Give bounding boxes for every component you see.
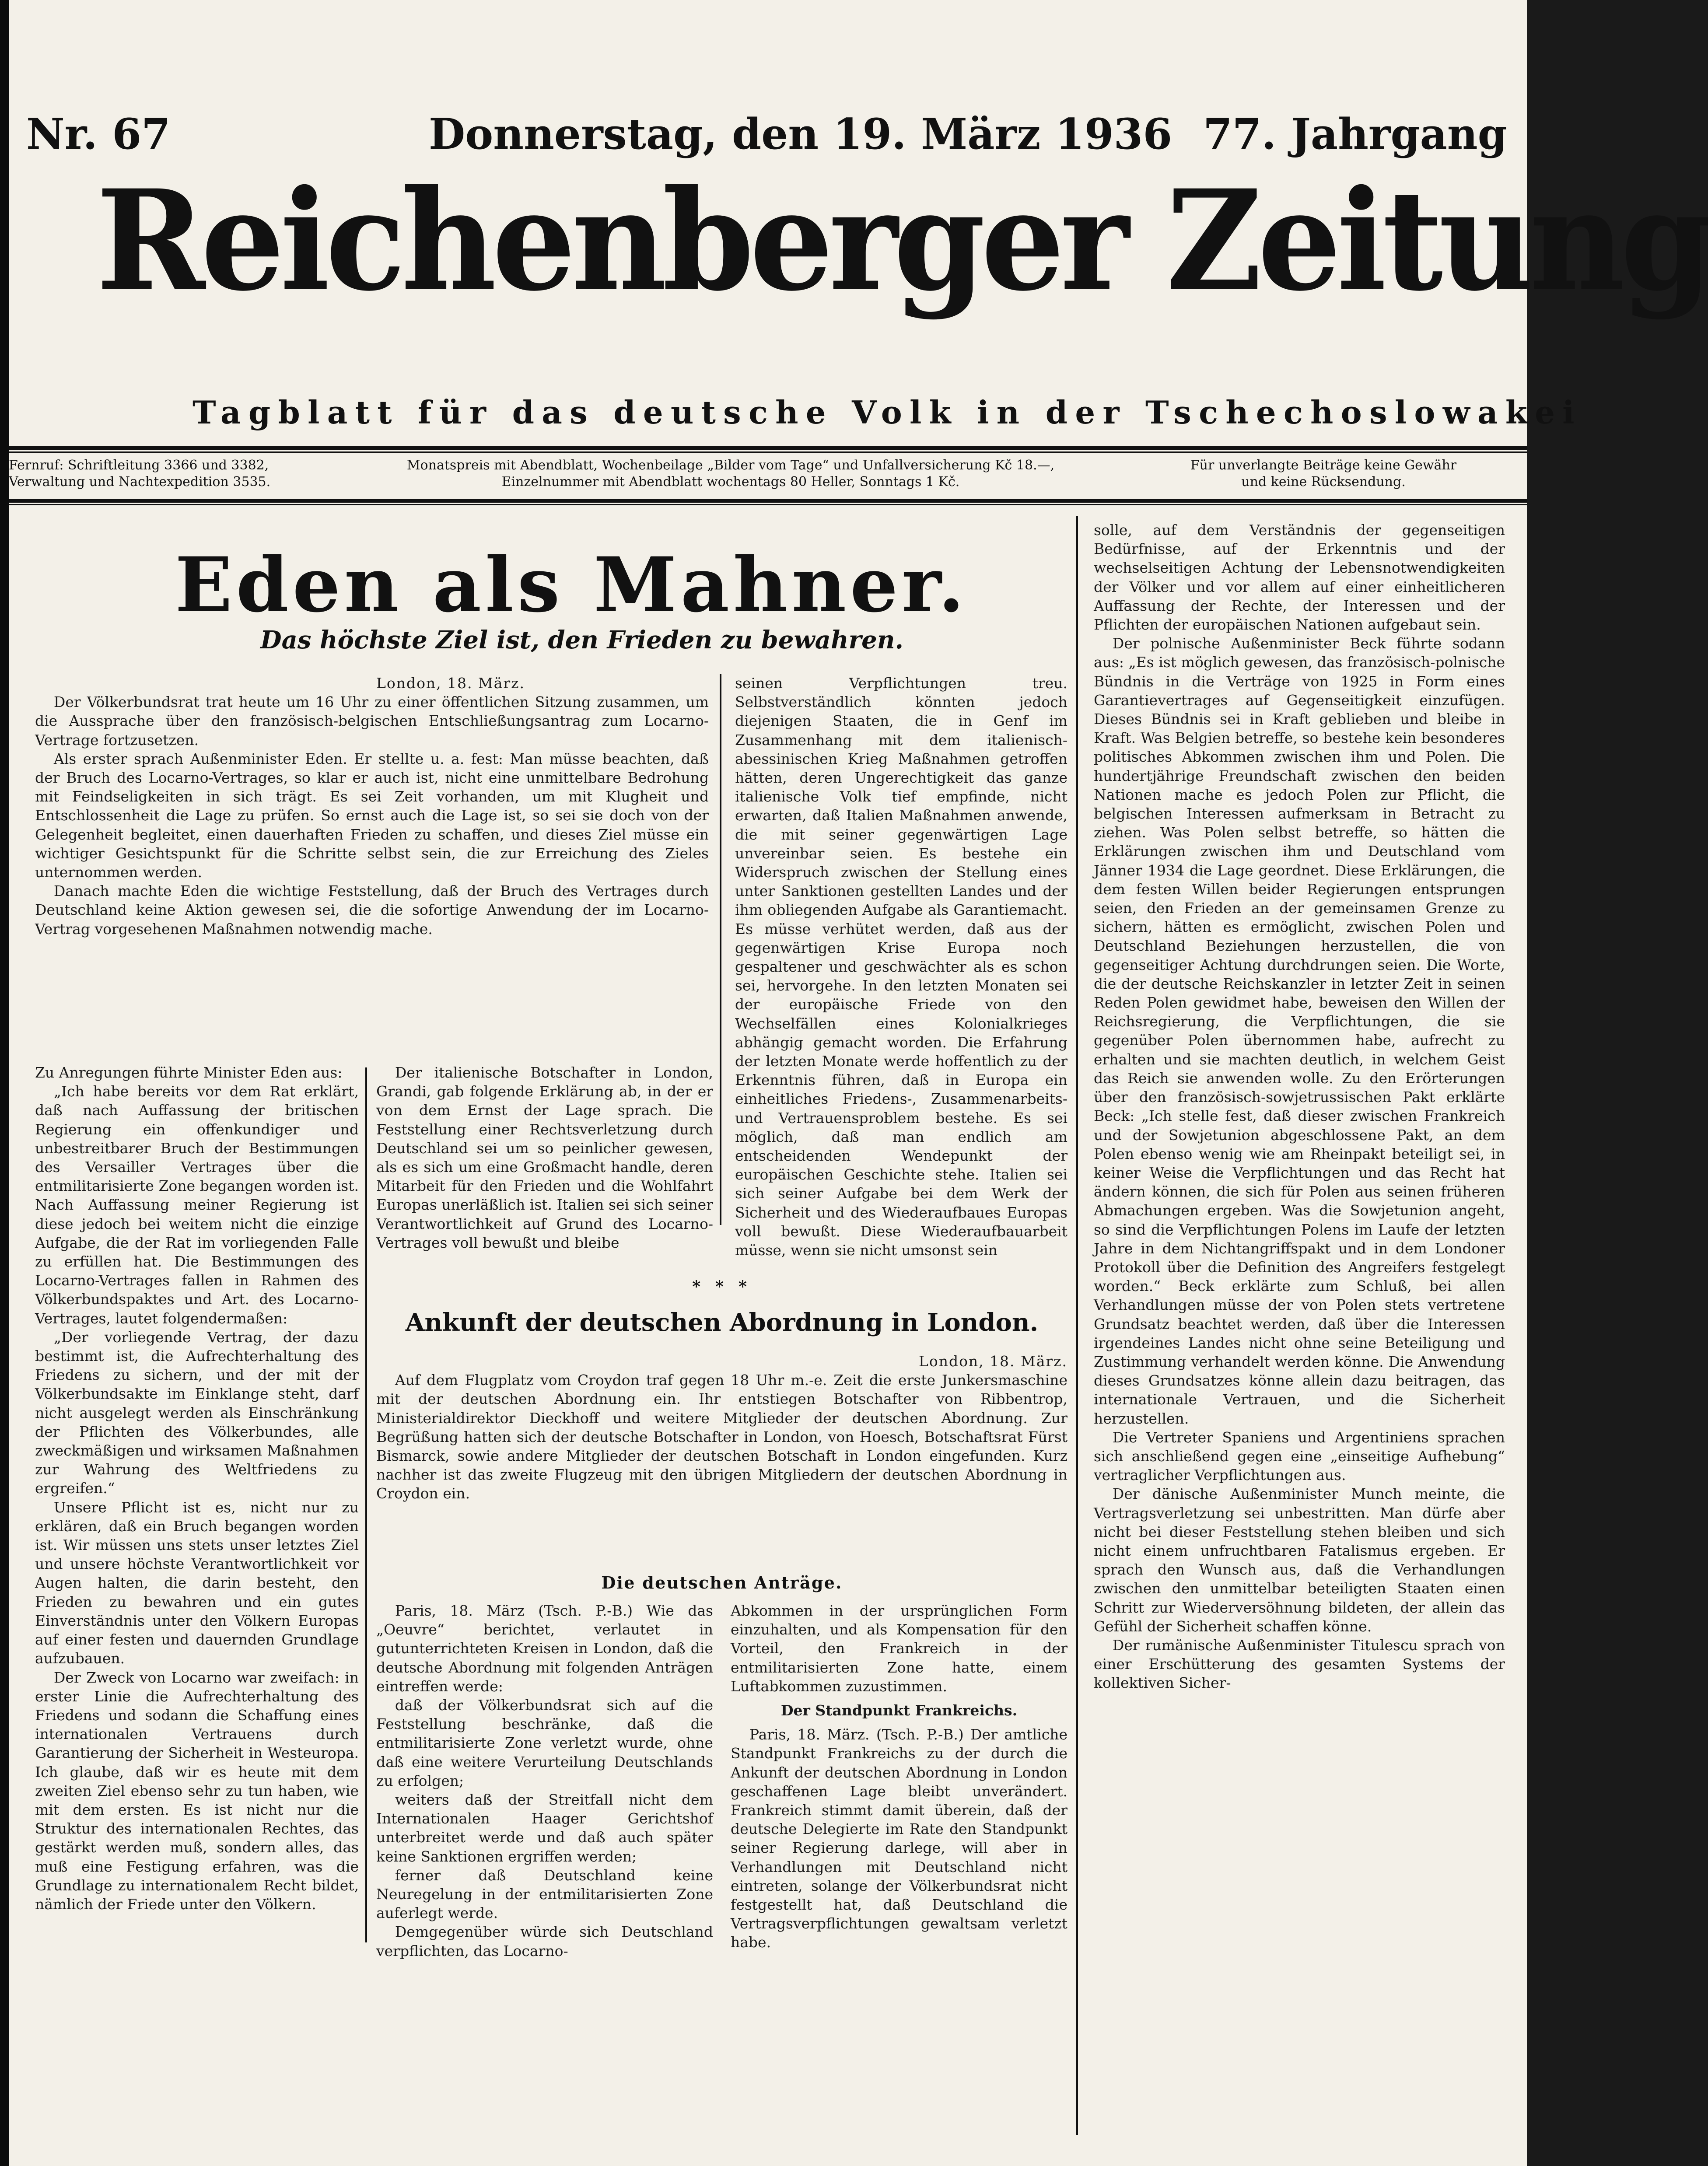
sub-head-antraege: Die deutschen Anträge. bbox=[601, 1573, 843, 1592]
info-left: Fernruf: Schriftleitung 3366 und 3382, Verwaltung und Nachtexpedition 3535. bbox=[9, 458, 271, 490]
paragraph: Demgegenüber würde sich Deutschland verpflichten, das Locarno- bbox=[376, 1923, 713, 1960]
newspaper-page bbox=[9, 0, 1708, 2166]
paragraph: Zu Anregungen führte Minister Eden aus: bbox=[35, 1064, 343, 1081]
frank-head: Der Standpunkt Frankreichs. bbox=[780, 1702, 1018, 1719]
second-article-body bbox=[376, 1352, 1068, 1562]
main-article-col2 bbox=[735, 674, 1068, 1277]
main-subheadline: Das höchste Ziel ist, den Frieden zu bewahren. bbox=[260, 626, 903, 654]
masthead-bottom-rule bbox=[9, 499, 1527, 503]
paragraph: Abkommen in der ursprünglichen Form einzuhalten, und als Kompensation für den Vorteil, den Frankreich in der entmilitarisierten Zone hatte, einem Luftabkommen zuzustimmen. bbox=[731, 1602, 1068, 1695]
paragraph: Danach machte Eden die wichtige Feststellung, daß der Bruch des Vertrages durch Deutschland keine Aktion gewesen sei, die die sofortige Anwendung der im Locarno-Vertrag vorgesehenen Maßnahmen notwendig mache. bbox=[35, 882, 709, 938]
paragraph: Paris, 18. März (Tsch. P.-B.) Wie das „Oeuvre“ berichtet, verlautet in gutunterrichteten Kreisen in London, daß die deutsche Abordnung mit folgenden Anträgen eintreffen werde: bbox=[376, 1602, 713, 1695]
paragraph: solle, auf dem Verständnis der gegenseitigen Bedürfnisse, auf der Erkenntnis und der wechselseitigen Achtung der Lebensnotwendigkeiten der Völker und vor allem auf einer einheitlicheren Auffassung der Rechte, der Interessen und der Pflichten der europäischen Nationen aufgebaut sein. bbox=[1094, 521, 1505, 633]
main-article-col1 bbox=[35, 674, 709, 1050]
main-article-col3 bbox=[1094, 521, 1505, 2104]
issue-date: Donnerstag, den 19. März 1936 bbox=[429, 109, 1172, 159]
masthead-bottom-rule-2 bbox=[9, 504, 1527, 505]
column-divider-right bbox=[1076, 516, 1078, 2135]
masthead-top-rule bbox=[9, 446, 1527, 450]
paragraph: Paris, 18. März. (Tsch. P.-B.) Der amtliche Standpunkt Frankreichs zu der durch die Ankunft der deutschen Abordnung in London geschaffenen Lage bleibt unverändert. Frankreich stimmt damit überein, daß der deutsche Delegierte im Rate den Standpunkt seiner Regierung darlege, will aber in Verhandlungen mit Deutschland nicht eintreten, solange der Völkerbundsrat nicht festgestellt hat, daß Deutschland die Vertragsverpflichtungen gewaltsam verletzt habe. bbox=[731, 1726, 1068, 1951]
paragraph: weiters daß der Streitfall nicht dem Internationalen Haager Gerichtshof unterbreitet werde und daß auch später keine Sanktionen ergriffen werden; bbox=[376, 1791, 713, 1865]
paragraph: „Der vorliegende Vertrag, der dazu bestimmt ist, die Aufrechterhaltung des Friedens zu sichern, und der mit der Völkerbundsakte im Einklange steht, darf nicht ausgelegt werden als Einschränkung der Pflichten des Völkerbundes, alle zweckmäßigen und wirksamen Maßnahmen zur Wahrung des Weltfriedens zu ergreifen.“ bbox=[35, 1328, 359, 1497]
paragraph: Unsere Pflicht ist es, nicht nur zu erklären, daß ein Bruch begangen worden ist. Wir müssen uns stets unser letztes Ziel und unsere höchste Verantwortlichkeit vor Augen halten, die darin besteht, den Frieden zu bewahren und ein gutes Einverständnis unter den Völkern Europas auf einer festen und dauernden Grundlage aufzubauen. bbox=[35, 1498, 359, 1667]
main-article-col1-lower bbox=[35, 1063, 359, 1938]
second-article-left bbox=[376, 1601, 713, 1960]
masthead-top-rule-2 bbox=[9, 451, 1527, 453]
paragraph: Der Völkerbundsrat trat heute um 16 Uhr zu einer öffentlichen Sitzung zusammen, um die Aussprache über den französisch-belgischen Entschließungsantrag zum Locarno-Vertrage fortzusetzen. bbox=[35, 693, 709, 749]
paragraph: ferner daß Deutschland keine Neuregelung in der entmilitarisierten Zone auferlegt werde. bbox=[376, 1866, 713, 1922]
second-article-right bbox=[731, 1601, 1068, 1951]
main-headline: Eden als Mahner. bbox=[175, 540, 968, 629]
paragraph: Der Zweck von Locarno war zweifach: in erster Linie die Aufrechterhaltung des Friedens und sodann die Schaffung eines internationalen Vertrauens durch Garantierung der Sicherheit in Westeuropa. Ich glaube, daß wir es heute mit dem zweiten Ziel ebenso sehr zu tun haben, wie mit dem ersten. Es ist nicht nur die Struktur des internationalen Rechtes, das gestärkt werden muß, sondern alles, das muß eine Festigung erfahren, was die Grundlage zu internationalem Recht bildet, nämlich der Friede unter den Völkern. bbox=[35, 1669, 359, 1913]
paragraph: Der dänische Außenminister Munch meinte, die Vertragsverletzung sei unbestritten. Man dürfe aber nicht bei dieser Feststellung stehen bleiben und sich nicht einem unfruchtbaren Fatalismus ergeben. Er sprach den Wunsch aus, daß die Verhandlungen zwischen den unmittelbar beteiligten Staaten einen Schritt zur Wiederversöhnung bildeten, der allein das Gefühl der Sicherheit schaffen könne. bbox=[1094, 1485, 1505, 1635]
info-right: Für unverlangte Beiträge keine Gewähr und keine Rücksendung. bbox=[1190, 458, 1457, 490]
article-separator: * * * bbox=[692, 1277, 752, 1296]
paragraph: Der italienische Botschafter in London, Grandi, gab folgende Erklärung ab, in der er von dem Ernst der Lage sprach. Die Feststellung einer Rechtsverletzung durch Deutschland sei um so peinlicher gewesen, als es sich um eine Großmacht handle, deren Mitarbeit für den Frieden und die Wohlfahrt Europas unerläßlich ist. Italien sei sich seiner Verantwortlichkeit auf Grund des Locarno-Vertrages voll bewußt und bleibe bbox=[376, 1064, 713, 1251]
dateline: London, 18. März. bbox=[918, 1353, 1068, 1370]
paragraph: Auf dem Flugplatz vom Croydon traf gegen 18 Uhr m.-e. Zeit die erste Junkersmaschine mit der deutschen Abordnung ein. Ihr entstiegen Botschafter von Ribbentrop, Ministerialdirektor Dieckhoff und weitere Mitglieder der deutschen Abordnung. Zur Begrüßung hatten sich der deutsche Botschafter in London, von Hoesch, Botschaftsrat Fürst Bismarck, sowie andere Mitglieder der deutschen Botschaft in London eingefunden. Kurz nachher ist das zweite Flugzeug mit den übrigen Mitgliedern der deutschen Abordnung in Croydon ein. bbox=[376, 1372, 1068, 1502]
paragraph: „Ich habe bereits vor dem Rat erklärt, daß nach Auffassung der britischen Regierung ein offenkundiger und unbestreitbarer Bruch der Bestimmungen des Versailler Vertrages über die entmilitarisierte Zone begangen worden ist. Nach Auffassung meiner Regierung ist diese jedoch bei weitem nicht die einzige Aufgabe, die der Rat im vorliegenden Falle zu erfüllen hat. Die Bestimmungen des Locarno-Vertrages fallen in Rahmen des Völkerbundspaktes und Art. des Locarno-Vertrages, lautet folgendermaßen: bbox=[35, 1083, 359, 1327]
dateline: London, 18. März. bbox=[376, 675, 525, 692]
volume: 77. Jahrgang bbox=[1203, 109, 1507, 159]
main-article-col2-lower bbox=[376, 1063, 713, 1256]
issue-number: Nr. 67 bbox=[26, 109, 171, 159]
scan-edge bbox=[0, 0, 9, 2166]
paragraph: Die Vertreter Spaniens und Argentiniens sprachen sich anschließend gegen eine „einseitige Aufhebung“ vertraglicher Verpflichtungen aus. bbox=[1094, 1428, 1505, 1484]
paragraph: daß der Völkerbundsrat sich auf die Feststellung beschränke, daß die entmilitarisierte Zone verletzt wurde, ohne daß eine weitere Verurteilung Deutschlands zu erfolgen; bbox=[376, 1697, 713, 1789]
column-divider-left-lower bbox=[365, 1067, 367, 1942]
column-divider-middle-upper bbox=[720, 674, 721, 1225]
newspaper-subtitle: Tagblatt für das deutsche Volk in der Tschechoslowakei bbox=[192, 394, 1582, 431]
info-center: Monatspreis mit Abendblatt, Wochenbeilage „Bilder vom Tage“ und Unfallversicherung Kč 18.—, Einzelnummer mit Abendblatt wochentags 80 Heller, Sonntags 1 Kč. bbox=[406, 458, 1055, 490]
paragraph: Als erster sprach Außenminister Eden. Er stellte u. a. fest: Man müsse beachten, daß der Bruch des Locarno-Vertrages, so klar er auch ist, nicht eine unmittelbare Bedrohung mit Feindseligkeiten in sich trägt. Es sei Zeit vorhanden, um mit Klugheit und Entschlossenheit die Lage zu prüfen. So ernst auch die Lage ist, so sei sie doch von der Gelegenheit begleitet, einen dauerhaften Frieden zu schaffen, und dieses Ziel müsse ein wichtiger Gesichtspunkt für die Schritte selbst sein, die zur Erreichung des Zieles unternommen werden. bbox=[35, 750, 709, 881]
newspaper-title: Reichenberger Zeitung bbox=[96, 159, 1708, 322]
paragraph: Der polnische Außenminister Beck führte sodann aus: „Es ist möglich gewesen, das französisch-polnische Bündnis in die Verträge von 1925 in Form eines Garantievertrages auf Gegenseitigkeit einzufügen. Dieses Bündnis sei in Kraft geblieben und bleibe in Kraft. Was Belgien betreffe, so bestehe kein besonderes politisches Abkommen zwischen ihm und Polen. Die hundertjährige Freundschaft zwischen den beiden Nationen mache es jedoch Polen zur Pflicht, die belgischen Interessen aufmerksam in Betracht zu ziehen. Was Polen selbst betreffe, so hätten die Erklärungen zwischen ihm und Deutschland vom Jänner 1934 die Lage geordnet. Diese Erklärungen, die dem festen Willen beider Regierungen entsprungen seien, den Frieden an der gemeinsamen Grenze zu sichern, hätten es ermöglicht, zwischen Polen und Deutschland Beziehungen herzustellen, die von gegenseitiger Achtung durchdrungen seien. Die Worte, die der deutsche Reichskanzler in letzter Zeit in seinen Reden Polen gewidmet habe, beweisen den Willen der Reichsregierung, die Verpflichtungen, die sie gegenüber Polen übernommen habe, aufrecht zu erhalten und sie machten deutlich, in welchem Geist das Reich sie anwenden wolle. Zu den Erörterungen über den französisch-sowjetrussischen Pakt erklärte Beck: „Ich stelle fest, daß dieser zwischen Frankreich und der Sowjetunion abgeschlossene Pakt, an dem Polen ebenso wenig wie am Rheinpakt beteiligt sei, in keiner Weise die Verpflichtungen und das Recht hat ändern können, die sich für Polen aus seinen früheren Abmachungen ergeben. Was die Sowjetunion angeht, so sind die Verpflichtungen Polens im Laufe der letzten Jahre in dem Nichtangriffspakt und in dem Londoner Protokoll über die Definition des Angreifers festgelegt worden.“ Beck erklärte zum Schluß, bei allen Verhandlungen müsse der von Polen stets vertretene Grundsatz beachtet werden, daß über die Interessen irgendeines Landes nicht ohne seine Beteiligung und Zustimmung verhandelt werden könne. Die Anwendung dieses Grundsatzes könne allein dazu beitragen, das internationale Vertrauen, und die Sicherheit herzustellen. bbox=[1094, 635, 1505, 1427]
paragraph: Der rumänische Außenminister Titulescu sprach von einer Erschütterung des gesamten Systems der kollektiven Sicher- bbox=[1094, 1636, 1505, 1692]
second-headline: Ankunft der deutschen Abordnung in London. bbox=[405, 1308, 1039, 1337]
paragraph: seinen Verpflichtungen treu. Selbstverständlich könnten jedoch diejenigen Staaten, die in Genf im Zusammenhang mit dem italienisch-abessinischen Krieg Maßnahmen getroffen hätten, deren Ungerechtigkeit das ganze italienische Volk tief empfinde, nicht erwarten, daß Italien Maßnahmen anwende, die mit seiner gegenwärtigen Lage unvereinbar seien. Es bestehe ein Widerspruch zwischen der Stellung eines unter Sanktionen gestellten Landes und der ihm obliegenden Aufgabe als Garantiemacht. Es müsse verhütet werden, daß aus der gegenwärtigen Krise Europa noch gespaltener und geschwächter als es schon sei, hervorgehe. In den letzten Monaten sei der europäische Friede von den Wechselfällen eines Kolonialkrieges abhängig gemacht worden. Die Erfahrung der letzten Monate werde hoffentlich zu der Erkenntnis führen, daß in Europa ein einheitliches Friedens-, Zusammenarbeits- und Vertrauensproblem bestehe. Es sei möglich, daß man endlich am entscheidenden Wendepunkt der europäischen Geschichte stehe. Italien sei sich seiner Aufgabe bei dem Werk der Sicherheit und des Wiederaufbaues Europas voll bewußt. Diese Wiederaufbauarbeit müsse, wenn sie nicht umsonst sein bbox=[735, 675, 1068, 1259]
